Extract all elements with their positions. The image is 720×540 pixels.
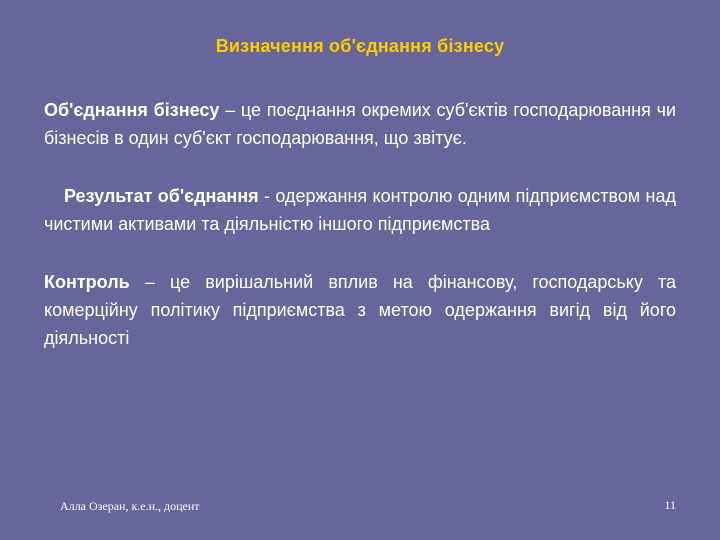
term-business-combination: Об'єднання бізнесу [44, 100, 220, 120]
slide-content [44, 96, 676, 352]
definition-paragraph-business-combination [44, 96, 676, 152]
term-control: Контроль [44, 272, 130, 292]
definition-text: це вирішальний вплив на фінансову, господарську та комерційну політику підприємства з метою одержання вигід від його діяльності [44, 272, 677, 348]
separator: – [129, 272, 170, 292]
definition-text: це поєднання окремих суб'єктів господарювання чи бізнесів в один суб'єкт господарювання, що звітує. [44, 100, 677, 148]
slide-title: Визначення об'єднання бізнесу [215, 36, 505, 56]
separator: – [219, 100, 241, 120]
term-combination-result: Результат об'єднання [64, 186, 259, 206]
footer-author: Алла Озеран, к.е.н., доцент [60, 499, 200, 513]
definition-paragraph-control [44, 268, 676, 352]
definition-paragraph-combination-result [44, 182, 676, 238]
page-number: 11 [664, 498, 676, 512]
definition-text: одержання контролю одним підприємством над чистими активами та діяльністю іншого підприємства [44, 186, 677, 234]
separator: - [258, 186, 276, 206]
